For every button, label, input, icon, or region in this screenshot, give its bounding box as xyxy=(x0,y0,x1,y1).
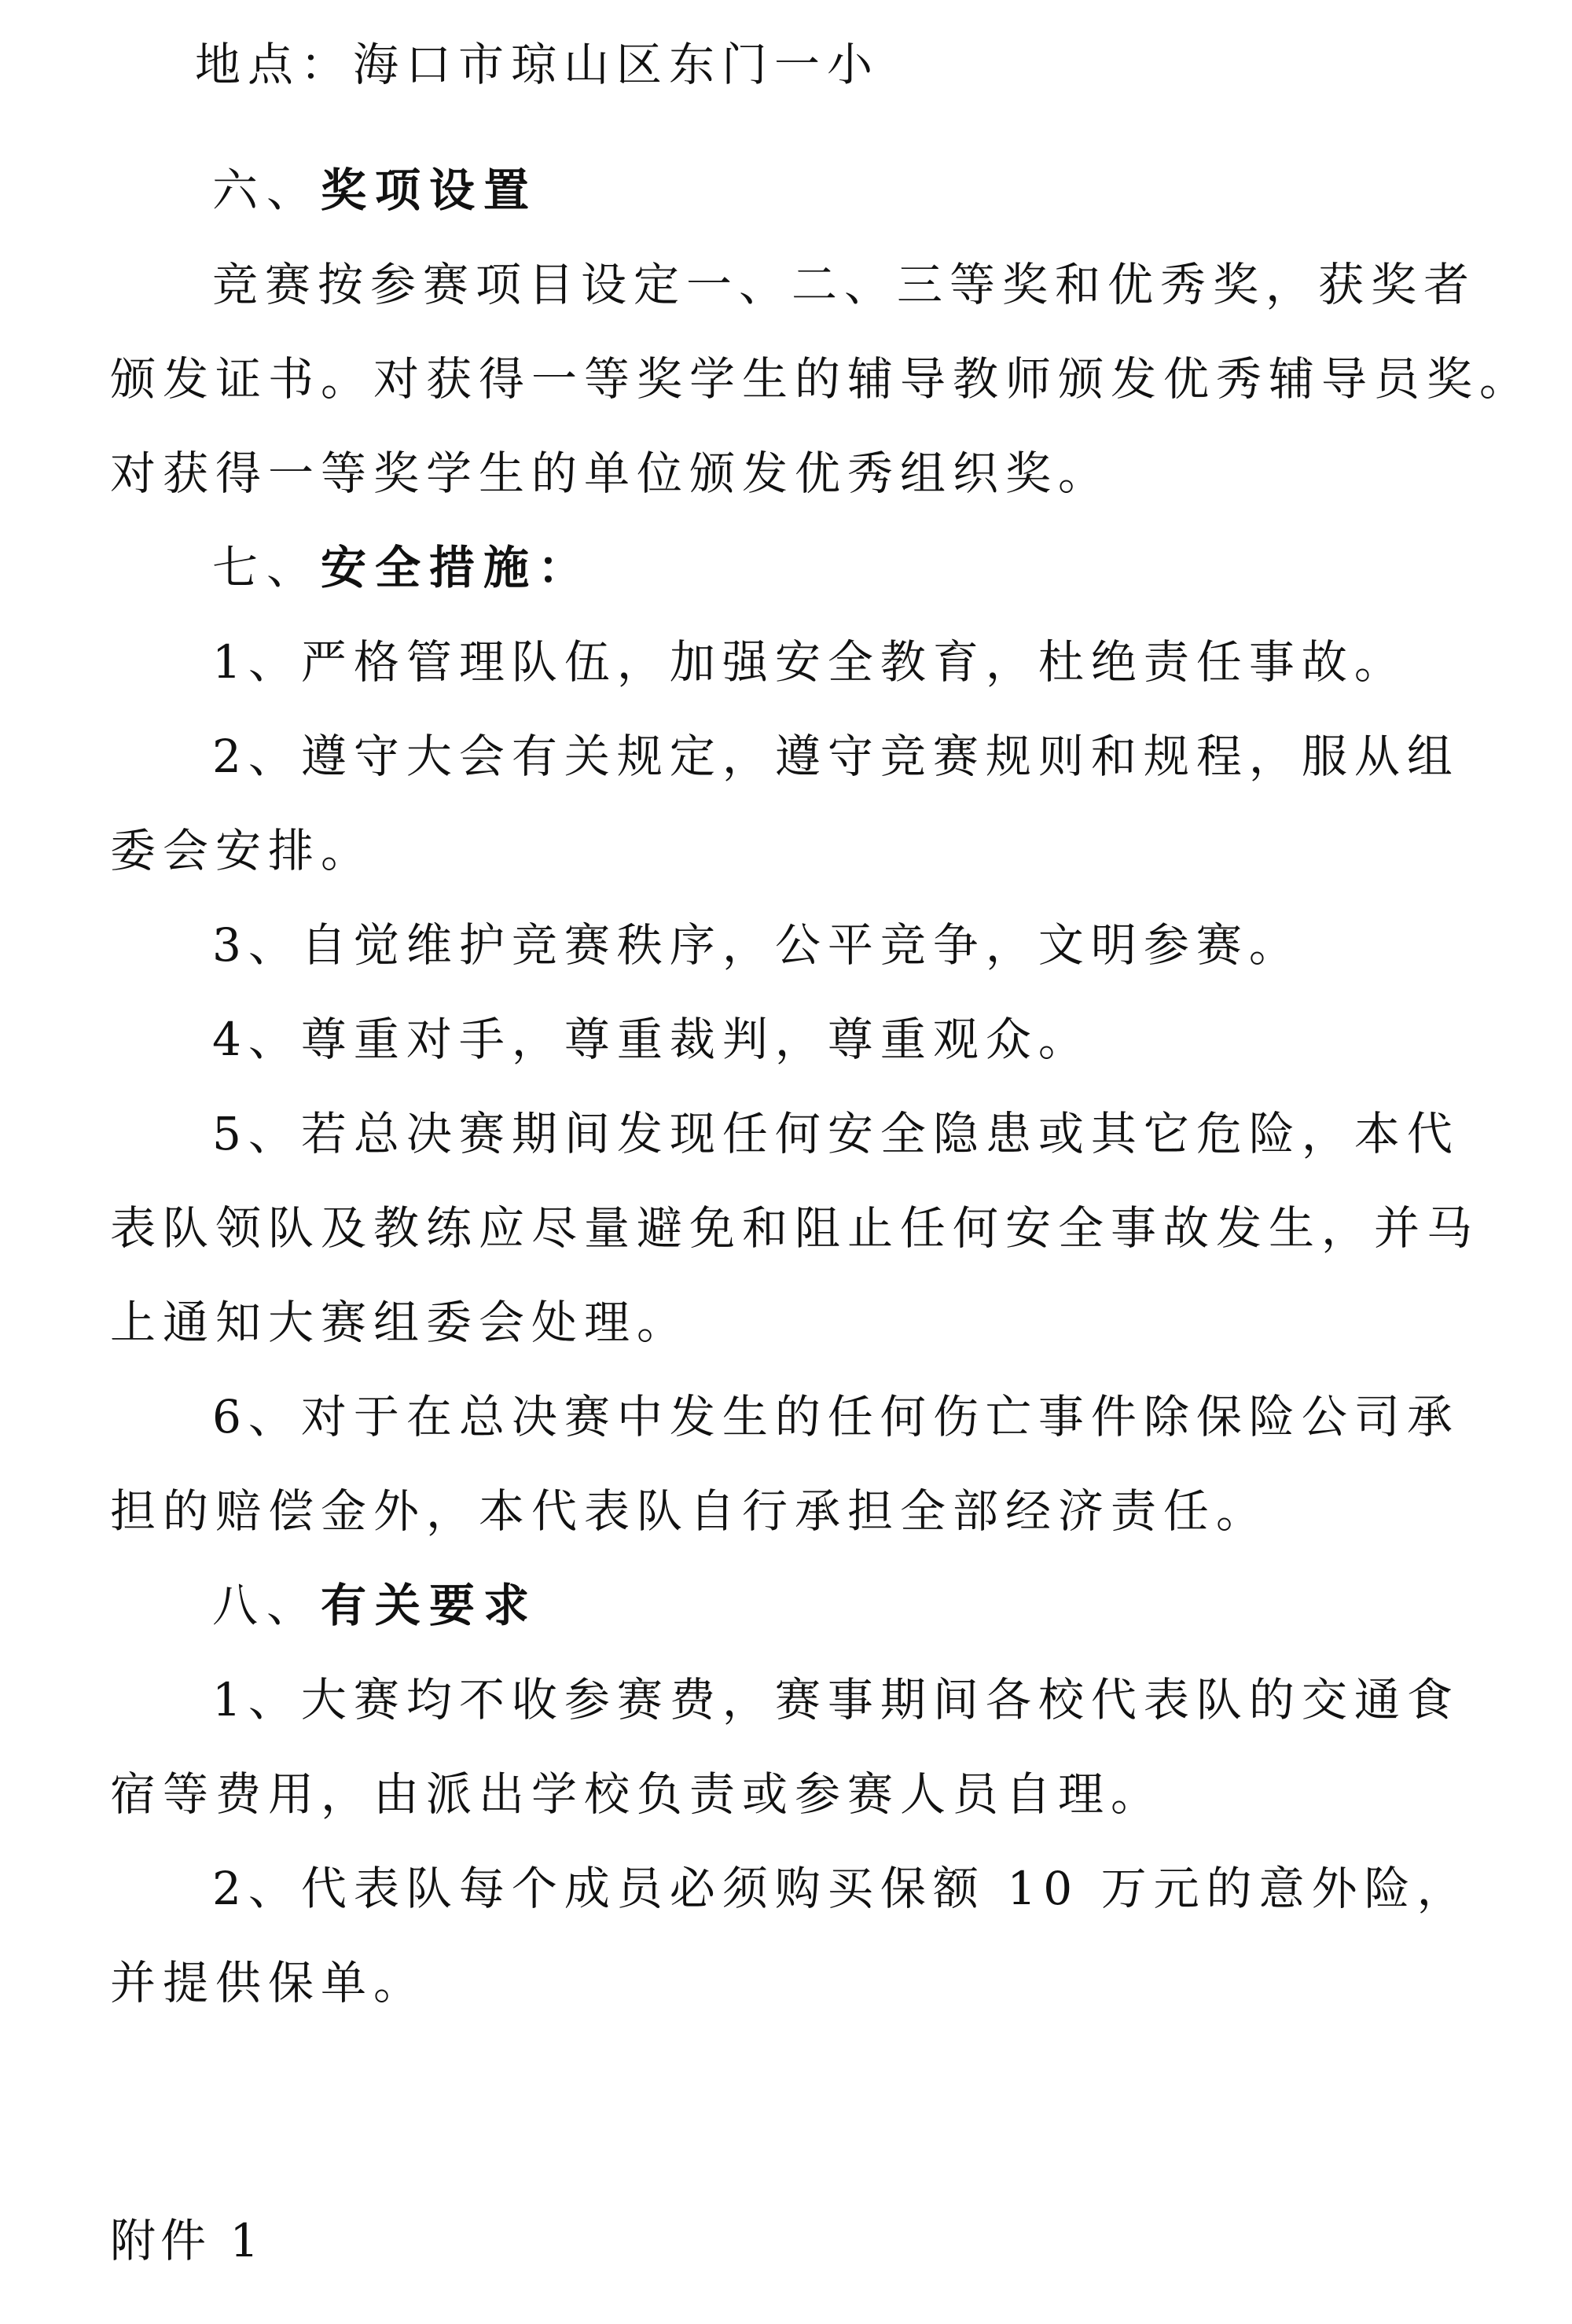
section-6-line-3: 对获得一等奖学生的单位颁发优秀组织奖。 xyxy=(110,447,1111,500)
section-7-line-9: 6、对于在总决赛中发生的任何伤亡事件除保险公司承 xyxy=(212,1390,1460,1443)
location-line: 地点：海口市琼山区东门一小 xyxy=(195,38,880,91)
section-8-title: 有关要求 xyxy=(321,1579,538,1632)
section-7-line-8: 上通知大赛组委会处理。 xyxy=(110,1296,690,1349)
section-7-line-6: 5、若总决赛期间发现任何安全隐患或其它危险，本代 xyxy=(212,1107,1460,1160)
section-7-line-7: 表队领队及教练应尽量避免和阻止任何安全事故发生，并马 xyxy=(110,1201,1480,1255)
section-6-line-1: 竞赛按参赛项目设定一、二、三等奖和优秀奖，获奖者 xyxy=(212,258,1477,311)
attachment-label: 附件 1 xyxy=(110,2214,264,2267)
section-7-line-3: 委会安排。 xyxy=(110,824,374,877)
section-7-line-10: 担的赔偿金外，本代表队自行承担全部经济责任。 xyxy=(110,1484,1269,1538)
section-7-number: 七、 xyxy=(212,541,321,594)
section-6-line-2: 颁发证书。对获得一等奖学生的辅导教师颁发优秀辅导员奖。 xyxy=(110,352,1533,406)
section-8-number: 八、 xyxy=(212,1579,321,1632)
section-8-line-4: 并提供保单。 xyxy=(110,1956,427,2010)
section-6-title: 奖项设置 xyxy=(321,164,538,217)
section-7-line-4: 3、自觉维护竞赛秩序，公平竞争，文明参赛。 xyxy=(212,918,1302,972)
section-6-heading xyxy=(212,159,538,222)
section-8-line-3: 2、代表队每个成员必须购买保额 10 万元的意外险， xyxy=(212,1862,1470,1915)
section-8-line-1: 1、大赛均不收参赛费，赛事期间各校代表队的交通食 xyxy=(212,1673,1460,1726)
section-8-heading xyxy=(212,1574,538,1637)
section-7-line-1: 1、严格管理队伍，加强安全教育，杜绝责任事故。 xyxy=(212,635,1407,689)
section-7-heading xyxy=(212,536,592,599)
section-7-line-5: 4、尊重对手，尊重裁判，尊重观众。 xyxy=(212,1013,1091,1066)
section-6-number: 六、 xyxy=(212,164,321,217)
section-7-title: 安全措施： xyxy=(321,541,593,594)
section-7-line-2: 2、遵守大会有关规定，遵守竞赛规则和规程，服从组 xyxy=(212,730,1460,783)
section-8-line-2: 宿等费用，由派出学校负责或参赛人员自理。 xyxy=(110,1767,1164,1821)
